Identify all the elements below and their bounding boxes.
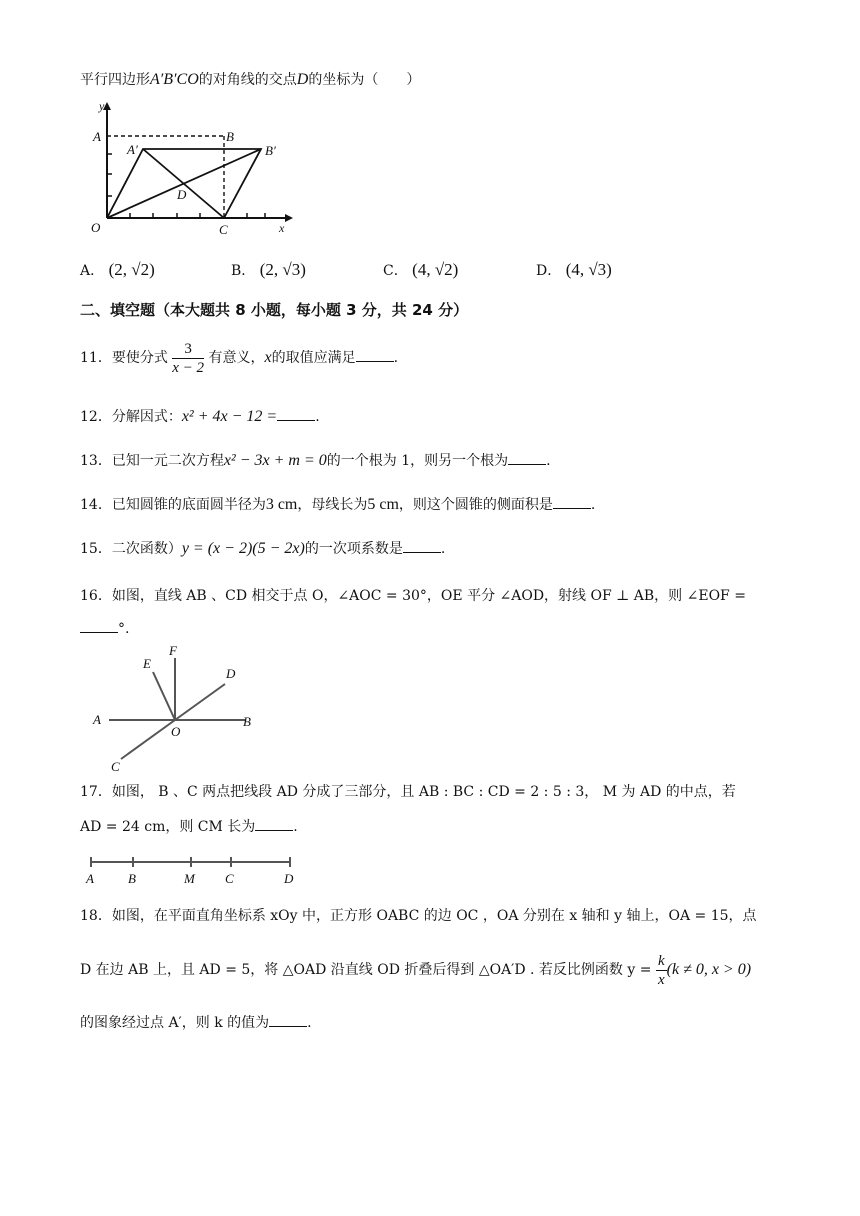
question-13 xyxy=(80,450,551,471)
q13-answer-blank[interactable] xyxy=(508,450,546,465)
q15-text-2: 的一次项系数是 xyxy=(304,541,403,557)
choice-c-letter: C． xyxy=(383,263,408,279)
q10-point: D xyxy=(296,71,309,88)
q14-radius: 3 cm xyxy=(265,496,298,513)
question-14 xyxy=(80,494,595,515)
choice-b-value: (2, √3) xyxy=(259,260,306,279)
q16-end: °. xyxy=(118,621,130,637)
q18-frac-num: k xyxy=(657,952,665,969)
q13-text-2: 的一个根为 1，则另一个根为 xyxy=(326,453,509,469)
question-16-line2 xyxy=(80,618,129,639)
q10-coordinate-figure xyxy=(85,98,295,238)
q18-answer-blank[interactable] xyxy=(269,1012,307,1027)
q11-text-2: 有意义， xyxy=(208,350,265,366)
q14-text-3: ，则这个圆锥的侧面积是 xyxy=(398,497,553,513)
q16-angle-figure xyxy=(85,640,275,775)
q10-text-suffix: 的坐标为（ ） xyxy=(308,72,421,88)
choice-a-letter: A． xyxy=(80,263,105,279)
q14-number: 14． xyxy=(80,497,112,513)
q12-answer-blank[interactable] xyxy=(277,406,315,421)
q14-slant: 5 cm xyxy=(367,496,399,513)
q11-frac-den: x − 2 xyxy=(172,359,205,376)
q11-var: x xyxy=(264,349,272,366)
fig16-F: F xyxy=(169,643,177,658)
q11-fraction xyxy=(172,340,204,377)
fig16-A: A xyxy=(93,712,101,727)
choice-b-letter: B． xyxy=(231,263,256,279)
q15-expr: y = (x − 2)(5 − 2x) xyxy=(181,540,305,557)
q16-text: 如图，直线 AB 、CD 相交于点 O，∠AOC = 30°，OE 平分 ∠AOD，射线 OF ⊥ AB，则 ∠EOF = xyxy=(111,588,746,604)
question-17-line2 xyxy=(80,816,298,837)
q14-text: 已知圆锥的底面圆半径为 xyxy=(111,497,266,513)
q15-answer-blank[interactable] xyxy=(403,538,441,553)
question-11 xyxy=(80,338,398,378)
fig16-B: B xyxy=(243,714,251,729)
choice-d-value: (4, √3) xyxy=(565,260,612,279)
q13-number: 13． xyxy=(80,453,112,469)
q16-number: 16． xyxy=(80,588,112,604)
choice-d-letter: D． xyxy=(536,263,562,279)
q10-text: 平行四边形 xyxy=(80,72,150,88)
fig10-C: C xyxy=(219,222,228,237)
question-17-line1 xyxy=(80,782,736,802)
q11-text-3: 的取值应满足 xyxy=(271,350,356,366)
fig16-O: O xyxy=(171,724,181,739)
question-18-line1 xyxy=(80,906,757,926)
fig16-C: C xyxy=(111,759,120,774)
q12-text: 分解因式： xyxy=(111,409,182,425)
choice-b[interactable] xyxy=(231,260,306,280)
q18-text-2: D 在边 AB 上，且 AD = 5，将 △OAD 沿直线 OD 折叠后得到 △OA′D . 若反比例函数 y = xyxy=(80,962,652,978)
q10-shape: A′B′CO xyxy=(150,71,199,88)
q13-expr: x² − 3x + m = 0 xyxy=(223,452,327,469)
q11-text: 要使分式 xyxy=(111,350,168,366)
q18-condition: (k ≠ 0, x > 0) xyxy=(666,961,752,978)
q17-text: 如图， B 、C 两点把线段 AD 分成了三部分，且 AB : BC : CD = 2 : 5 : 3， M 为 AD 的中点，若 xyxy=(111,784,736,800)
fig16-E: E xyxy=(143,656,151,671)
q18-text-3: 的图象经过点 A′，则 k 的值为 xyxy=(80,1015,270,1031)
fig17-D: D xyxy=(284,871,294,886)
q18-end: . xyxy=(307,1015,312,1031)
choice-c-value: (4, √2) xyxy=(412,260,459,279)
q11-number: 11． xyxy=(80,350,112,366)
section-heading: 二、填空题（本大题共 8 小题，每小题 3 分，共 24 分） xyxy=(80,301,469,319)
question-15 xyxy=(80,538,445,559)
q18-number: 18． xyxy=(80,908,112,924)
q12-end: . xyxy=(315,409,320,425)
q15-end: . xyxy=(440,541,446,557)
choice-c[interactable] xyxy=(383,260,458,280)
fig10-B-prime: B′ xyxy=(265,143,276,158)
q18-frac-den: x xyxy=(657,971,665,988)
fig10-x: x xyxy=(279,221,285,235)
q12-expr: x² + 4x − 12 = xyxy=(181,408,278,425)
q10-text-mid: 的对角线的交点 xyxy=(198,72,297,88)
q16-answer-blank[interactable] xyxy=(80,618,118,633)
q14-end: . xyxy=(590,497,596,513)
q18-fraction xyxy=(656,952,667,989)
question-18-line3 xyxy=(80,1012,312,1033)
q12-number: 12． xyxy=(80,409,112,425)
fig17-C: C xyxy=(225,871,234,886)
choice-d[interactable] xyxy=(536,260,612,280)
fig10-O: O xyxy=(91,220,101,235)
q15-text: 二次函数） xyxy=(111,541,182,557)
q11-end: . xyxy=(393,350,399,366)
fig10-D: D xyxy=(177,187,187,202)
q17-segment-figure xyxy=(85,852,305,888)
question-18-line2 xyxy=(80,950,751,990)
choice-a-value: (2, √2) xyxy=(108,260,155,279)
fig17-B: B xyxy=(128,871,136,886)
fig10-A: A xyxy=(93,129,101,144)
q17-answer-blank[interactable] xyxy=(255,816,293,831)
q17-number: 17． xyxy=(80,784,112,800)
q10-stem xyxy=(80,70,420,90)
q17-text-2: AD = 24 cm，则 CM 长为 xyxy=(80,819,256,835)
fig10-B: B xyxy=(226,129,234,144)
q13-text: 已知一元二次方程 xyxy=(111,453,224,469)
fig10-A-prime: A′ xyxy=(127,142,138,157)
q13-end: . xyxy=(546,453,551,469)
question-12 xyxy=(80,406,320,427)
q11-frac-num: 3 xyxy=(172,340,204,359)
fig16-D: D xyxy=(226,666,236,681)
q15-number: 15． xyxy=(80,541,112,557)
q11-answer-blank[interactable] xyxy=(356,347,394,362)
choice-a[interactable] xyxy=(80,260,155,280)
q18-text: 如图，在平面直角坐标系 xOy 中，正方形 OABC 的边 OC ，OA 分别在 x 轴和 y 轴上，OA = 15，点 xyxy=(111,908,757,924)
fig17-M: M xyxy=(184,871,195,886)
fig17-A: A xyxy=(86,871,94,886)
question-16-line1 xyxy=(80,586,746,606)
q14-answer-blank[interactable] xyxy=(553,494,591,509)
q17-end: . xyxy=(293,819,298,835)
fig10-y: y xyxy=(99,99,105,113)
q14-text-2: ，母线长为 xyxy=(297,497,368,513)
